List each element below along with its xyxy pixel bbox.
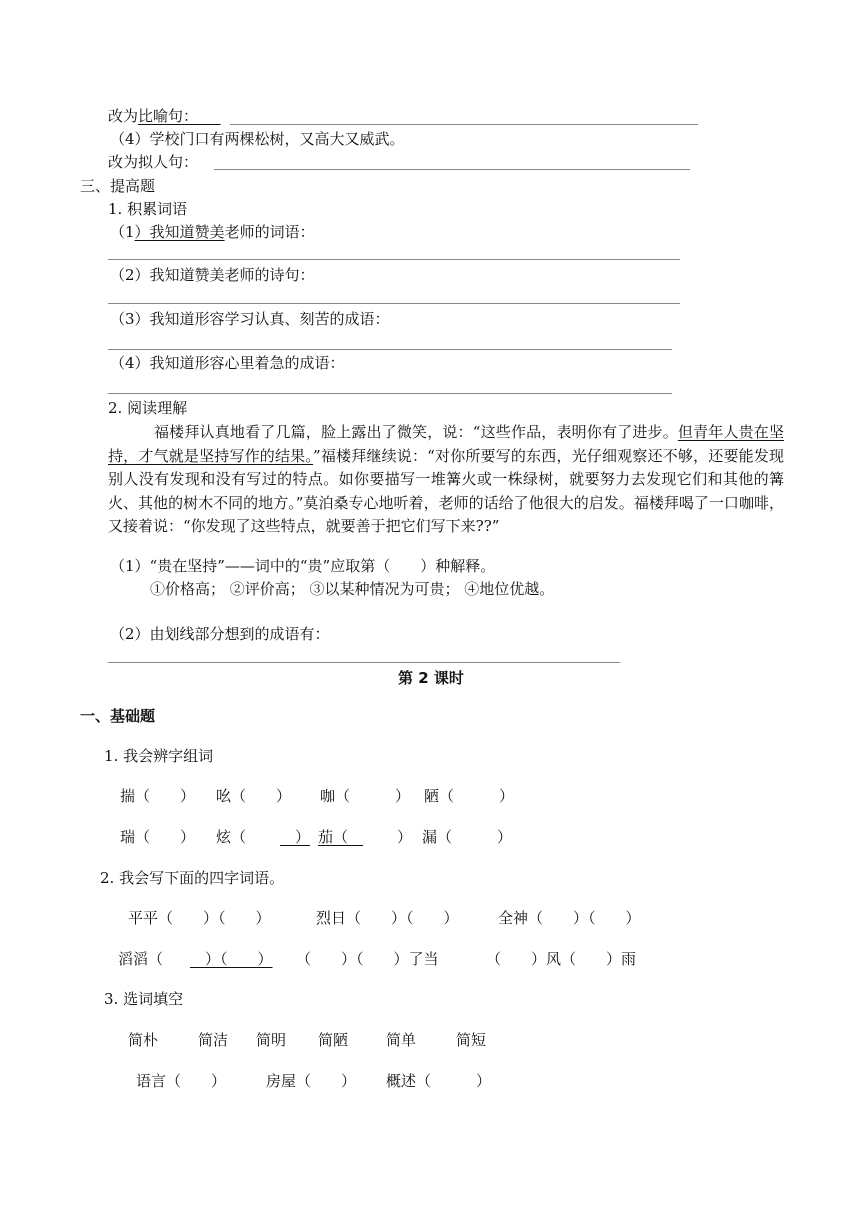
word-blank[interactable]: 揣（ ） — [120, 787, 196, 805]
word-blank[interactable]: 茄（ — [318, 828, 364, 846]
fill-blank[interactable]: 概述（ ） — [386, 1072, 492, 1090]
answer-line[interactable] — [108, 349, 672, 350]
idiom-blank[interactable]: （ ）（ ）了当 — [296, 950, 439, 968]
choice-word: 简洁 — [198, 1031, 229, 1049]
word-blank[interactable]: 咖（ ） — [320, 787, 411, 805]
q2-title: 2. 我会写下面的四字词语。 — [100, 869, 285, 887]
answer-line[interactable] — [108, 662, 620, 663]
rewrite-prefix: 改为 — [108, 107, 139, 125]
word-blank[interactable]: 瑞（ ） — [120, 828, 196, 846]
answer-line[interactable] — [108, 303, 680, 304]
q1-title: 1. 我会辨字组词 — [104, 747, 214, 765]
reading-passage — [108, 421, 784, 539]
reading-q1-options: ①价格高； ②评价高； ③以某种情况为可贵； ④地位优越。 — [150, 580, 555, 598]
item1-underlined: ）我知道赞美 — [134, 223, 225, 241]
item1-prefix: （1 — [110, 223, 135, 241]
accumulate-item-2: （2）我知道赞美老师的诗句： — [110, 266, 315, 284]
question-4: （4）学校门口有两棵松树，又高大又威武。 — [110, 130, 405, 148]
idiom-blank[interactable]: 烈日（ ）（ ） — [316, 909, 459, 927]
idiom-blank[interactable]: 平平（ ）（ ） — [128, 909, 271, 927]
section-3-heading: 三、提高题 — [80, 177, 156, 195]
choice-word: 简朴 — [128, 1031, 159, 1049]
item1-rest: 老师的词语： — [224, 223, 315, 241]
q3-title: 3. 选词填空 — [104, 990, 184, 1008]
choice-word: 简陋 — [318, 1031, 349, 1049]
accumulate-item-4: （4）我知道形容心里着急的成语： — [110, 354, 345, 372]
word-blank[interactable]: 漏（ ） — [422, 828, 513, 846]
lesson-2-title: 第 2 课时 — [398, 669, 464, 687]
choice-word: 简单 — [386, 1031, 417, 1049]
accumulate-item-1 — [110, 222, 315, 242]
simile-label: 比喻句： — [138, 107, 191, 125]
word-blank[interactable]: 陋（ ） — [424, 787, 515, 805]
answer-line[interactable] — [214, 169, 690, 170]
word-blank[interactable]: ） — [280, 828, 311, 846]
idiom-blank[interactable]: 滔滔（ — [118, 950, 164, 968]
simile-pad — [191, 107, 221, 125]
passage-part-b: ”福楼拜继续说：“对你所要写的东西，光仔细观察还不够，还要能发现别人没有发现和没有写过的特点。如你要描写一堆篝火或一株绿树，就要努力去发现它们和其他的篝火、其他的树木不同的地方。”莫泊桑专心地听着，老师的话给了他很大的启发。福楼拜喝了一口咖啡，又接着说：“你发现了这些特点，就要善于把它们写下来??” — [108, 446, 784, 535]
accumulate-title: 1. 积累词语 — [108, 200, 188, 218]
choice-word: 简明 — [256, 1031, 287, 1049]
idiom-blank[interactable]: （ ）风（ ）雨 — [486, 950, 637, 968]
fill-blank[interactable]: 房屋（ ） — [266, 1072, 357, 1090]
rewrite-simile-line — [108, 106, 221, 126]
word-blank[interactable]: ） — [382, 828, 413, 846]
idiom-blank[interactable]: ）（ ） — [190, 950, 273, 968]
answer-line[interactable] — [230, 124, 698, 125]
rewrite-personification-line: 改为拟人句： — [108, 153, 199, 171]
passage-part-a: 福楼拜认真地看了几篇，脸上露出了微笑，说：“这些作品，表明你有了进步。 — [154, 423, 678, 441]
idiom-blank[interactable]: 全神（ ）（ ） — [498, 909, 641, 927]
fill-blank[interactable]: 语言（ ） — [136, 1072, 227, 1090]
answer-line[interactable] — [108, 393, 672, 394]
word-blank[interactable]: 炫（ — [216, 828, 247, 846]
passage-underlined: 但青年人贵在坚持，才气就是坚持写作的结果。 — [108, 423, 784, 465]
word-blank[interactable]: 吆（ ） — [216, 787, 292, 805]
reading-q2: （2）由划线部分想到的成语有： — [110, 625, 330, 643]
answer-line[interactable] — [108, 259, 680, 260]
reading-title: 2. 阅读理解 — [108, 399, 188, 417]
reading-q1: （1）“贵在坚持”——词中的“贵”应取第（ ）种解释。 — [110, 557, 496, 575]
choice-word: 简短 — [456, 1031, 487, 1049]
accumulate-item-3: （3）我知道形容学习认真、刻苦的成语： — [110, 310, 390, 328]
basic-section-heading: 一、基础题 — [80, 707, 156, 725]
